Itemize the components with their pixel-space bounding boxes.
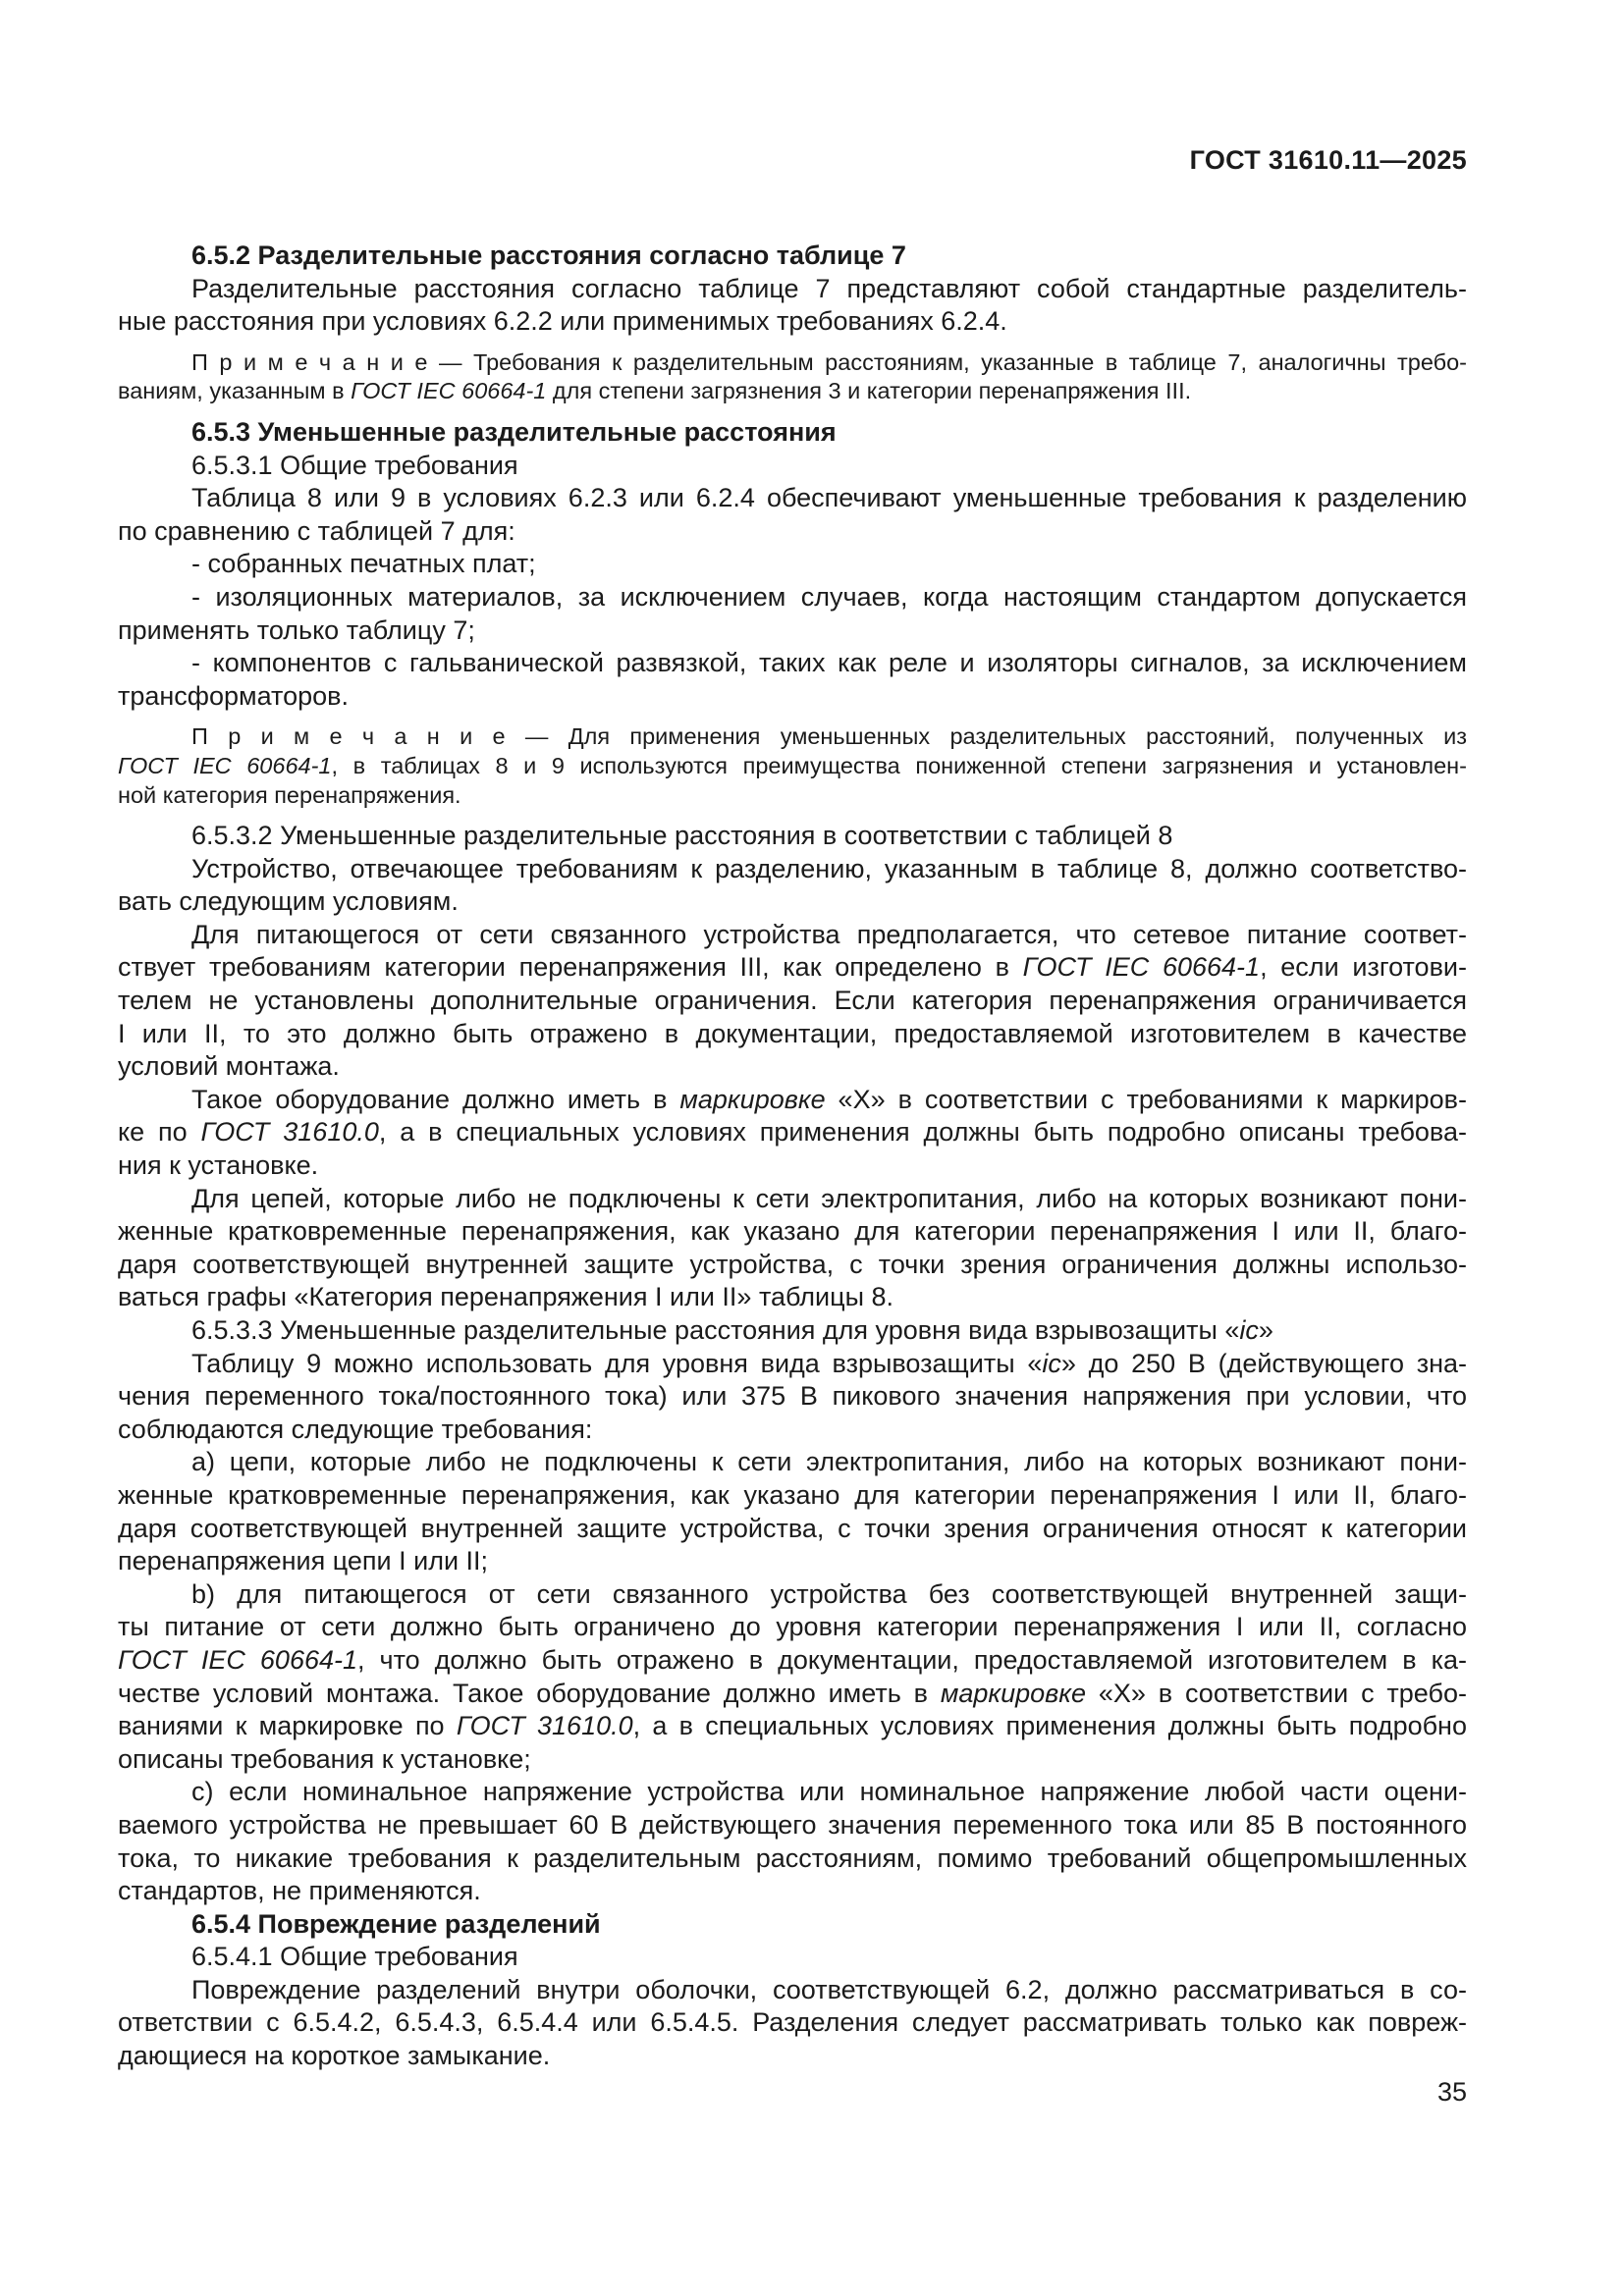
page-number: 35 [1436,2077,1467,2107]
text-line: трансформаторов. [118,680,349,711]
paragraph [118,1974,1467,2073]
text-line: П р и м е ч а н и е — Для применения уменьшенных разделительных расстояний, полученных из [191,723,1467,750]
paragraph [118,853,1467,919]
text-line: 6.5.4.1 Общие требования [191,1942,518,1972]
text-line: ваемого устройства не превышает 60 В действующего значения переменного тока или 85 В постоянного [118,1809,1467,1840]
subheading-6-5-4-1 [118,1941,1467,1974]
text-line: 6.5.3.2 Уменьшенные разделительные расстояния в соответствии с таблицей 8 [191,821,1173,851]
text-line: по сравнению с таблицей 7 для: [118,515,515,546]
text-line: ГОСТ IEC 60664-1, что должно быть отражено в документации, предоставляемой изготовителем в ка- [118,1644,1467,1675]
text-line: условий монтажа. [118,1051,340,1082]
text-line: вать следующим условиям. [118,886,459,917]
text-line: Таблицу 9 можно использовать для уровня вида взрывозащиты «ic» до 250 В (действующего зна- [191,1348,1467,1378]
text-line: 6.5.3.3 Уменьшенные разделительные расстояния для уровня вида взрывозащиты «ic» [191,1315,1273,1345]
text-line: Такое оборудование должно иметь в маркировке «X» в соответствии с требованиями к маркиров- [191,1084,1467,1114]
text-line: Повреждение разделений внутри оболочки, соответствующей 6.2, должно рассматриваться в со- [191,1974,1467,2004]
text-line: дающиеся на короткое замыкание. [118,2041,551,2071]
text-line: П р и м е ч а н и е — Требования к разделительным расстояниям, указанные в таблице 7, аналогичны требо- [191,348,1467,375]
text-line: телем не установлены дополнительные ограничения. Если категория перенапряжения ограничивается [118,986,1467,1016]
text-line: ваниями к маркировке по ГОСТ 31610.0, а в специальных условиях применения должны быть подробно [118,1711,1467,1741]
note [118,722,1467,810]
text-line: b) для питающегося от сети связанного устройства без соответствующей внутренней защи- [191,1578,1467,1609]
text-line: ты питание от сети должно быть ограничено до уровня категории перенапряжения I или II, согласно [118,1612,1467,1642]
text-line: ния к установке. [118,1150,319,1181]
text-line: c) если номинальное напряжение устройства или номинальное напряжение любой части оцени- [191,1777,1467,1807]
text-line: описаны требования к установке; [118,1743,531,1774]
text-line: - изоляционных материалов, за исключением случаев, когда настоящим стандартом допускается [191,581,1467,612]
text-line: тока, то никакие требования к разделительным расстояниям, помимо требований общепромышленных [118,1842,1467,1873]
text-line: стандартов, не применяются. [118,1876,481,1906]
text-line: Устройство, отвечающее требованиям к разделению, указанным в таблице 8, должно соответство- [191,853,1467,883]
text-line: ной категория перенапряжения. [118,781,461,808]
subheading-6-5-3-3 [118,1314,1467,1348]
paragraph [118,273,1467,339]
text-line: 6.5.3 Уменьшенные разделительные расстояния [191,416,837,447]
text-line: даря соответствующей внутренней защите устройства, с точки зрения ограничения должны использо- [118,1249,1467,1279]
paragraph [118,1084,1467,1183]
note [118,348,1467,406]
text-line: ваться графы «Категория перенапряжения I или II» таблицы 8. [118,1282,894,1312]
text-line: применять только таблицу 7; [118,614,475,645]
text-line: ГОСТ IEC 60664-1, в таблицах 8 и 9 используются преимущества пониженной степени загрязнения и установлен- [118,752,1467,778]
paragraph [118,482,1467,548]
text-line: ствует требованиям категории перенапряжения III, как определено в ГОСТ IEC 60664-1, если изготови- [118,952,1467,983]
paragraph [118,919,1467,1084]
document-body [118,240,1467,2073]
list-item [118,581,1467,647]
text-line: Разделительные расстояния согласно таблице 7 представляют собой стандартные разделитель- [191,273,1467,303]
list-item [118,647,1467,713]
text-line: 6.5.4 Повреждение разделений [191,1908,601,1939]
list-item-c [118,1776,1467,1907]
heading-6-5-4 [118,1908,1467,1942]
text-line: - собранных печатных плат; [191,549,536,579]
paragraph [118,1183,1467,1314]
text-line: соблюдаются следующие требования: [118,1414,593,1444]
text-line: ке по ГОСТ 31610.0, а в специальных условиях применения должны быть подробно описаны требова- [118,1117,1467,1148]
text-line: Для цепей, которые либо не подключены к сети электропитания, либо на которых возникают пони- [191,1183,1467,1213]
text-line: 6.5.3.1 Общие требования [191,450,518,480]
text-line: ные расстояния при условиях 6.2.2 или применимых требованиях 6.2.4. [118,306,1007,337]
text-line: чения переменного тока/постоянного тока) или 375 В пикового значения напряжения при условии, что [118,1381,1467,1412]
text-line: женные кратковременные перенапряжения, как указано для категории перенапряжения I или II, благо- [118,1216,1467,1247]
text-line: перенапряжения цепи I или II; [118,1546,489,1576]
text-line: a) цепи, которые либо не подключены к сети электропитания, либо на которых возникают пони- [191,1447,1467,1477]
heading-6-5-2 [118,240,1467,273]
list-item-a [118,1446,1467,1577]
doc-number: ГОСТ 31610.11—2025 [1189,145,1467,175]
text-line: 6.5.2 Разделительные расстояния согласно таблице 7 [191,240,906,270]
text-line: I или II, то это должно быть отражено в документации, предоставляемой изготовителем в качестве [118,1018,1467,1048]
subheading-6-5-3-1 [118,450,1467,483]
list-item-b [118,1578,1467,1777]
text-line: женные кратковременные перенапряжения, как указано для категории перенапряжения I или II, благо- [118,1479,1467,1510]
text-line: ваниям, указанным в ГОСТ IEC 60664-1 для степени загрязнения 3 и категории перенапряжения III. [118,378,1192,404]
text-line: честве условий монтажа. Такое оборудование должно иметь в маркировке «X» в соответствии с требо- [118,1678,1467,1708]
paragraph [118,1348,1467,1447]
text-line: даря соответствующей внутренней защите устройства, с точки зрения ограничения относят к категории [118,1513,1467,1543]
subheading-6-5-3-2 [118,820,1467,853]
text-line: ответствии с 6.5.4.2, 6.5.4.3, 6.5.4.4 или 6.5.4.5. Разделения следует рассматривать только как повреж- [118,2007,1467,2038]
text-line: Для питающегося от сети связанного устройства предполагается, что сетевое питание соответ- [191,919,1467,949]
text-line: - компонентов с гальванической развязкой, таких как реле и изоляторы сигналов, за исключением [191,648,1467,678]
text-line: Таблица 8 или 9 в условиях 6.2.3 или 6.2.4 обеспечивают уменьшенные требования к разделению [191,483,1467,513]
heading-6-5-3 [118,416,1467,450]
list-item [118,548,1467,581]
